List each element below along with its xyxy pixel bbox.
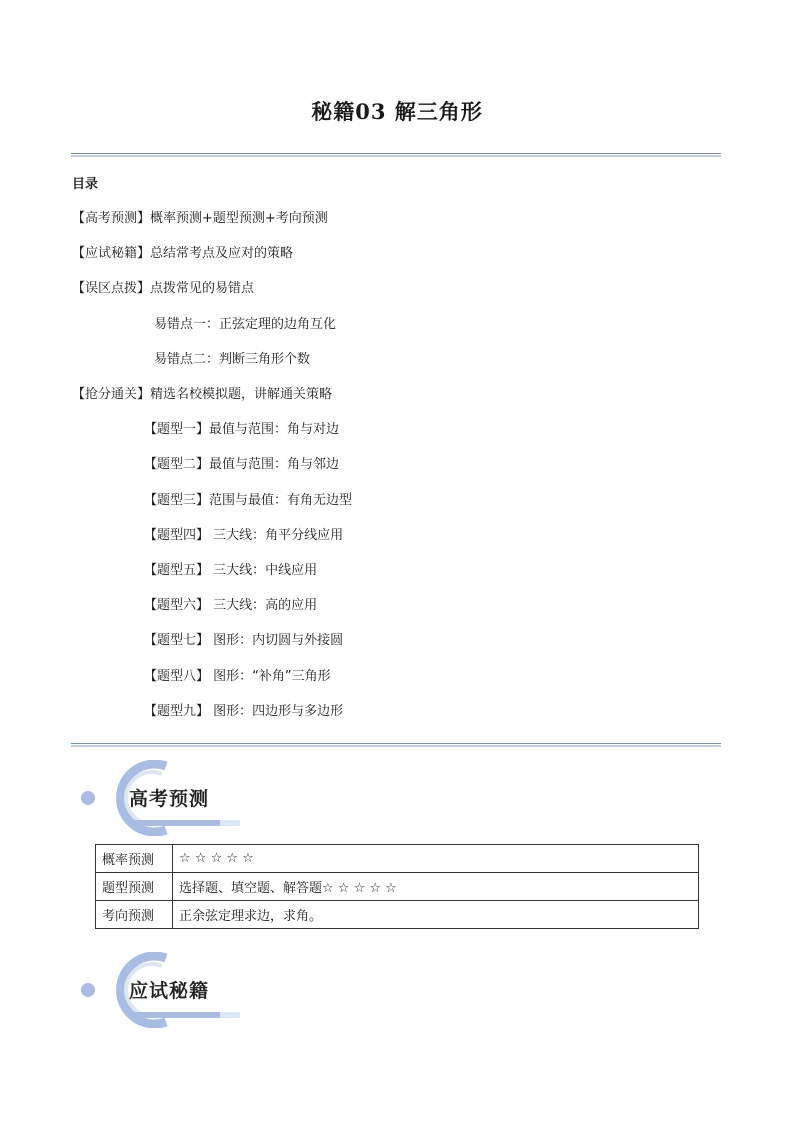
prediction-table <box>95 844 699 929</box>
toc-entry[interactable]: 【误区点拨】点拨常见的易错点 <box>72 281 255 296</box>
table-row-value: ☆ ☆ ☆ ☆ ☆ <box>173 845 699 873</box>
toc-entry[interactable]: 【题型六】 三大线：高的应用 <box>144 598 318 613</box>
table-row <box>96 873 699 901</box>
toc-entry[interactable]: 【抢分通关】精选名校模拟题，讲解通关策略 <box>72 387 333 402</box>
toc-entry[interactable]: 【题型五】 三大线：中线应用 <box>144 563 318 578</box>
section-title-prediction: 高考预测 <box>129 788 210 810</box>
toc-entry[interactable]: 【应试秘籍】总结常考点及应对的策略 <box>72 246 294 261</box>
table-row-value: 正余弦定理求边，求角。 <box>173 901 699 929</box>
toc-entry[interactable]: 【题型七】 图形：内切圆与外接圆 <box>144 633 344 648</box>
toc-entry[interactable]: 【题型二】最值与范围：角与邻边 <box>144 457 340 472</box>
toc-entry[interactable]: 【题型九】 图形：四边形与多边形 <box>144 704 344 719</box>
toc-entry[interactable]: 【题型三】范围与最值：有角无边型 <box>144 493 353 508</box>
table-row <box>96 901 699 929</box>
section-title-strategy: 应试秘籍 <box>129 980 210 1002</box>
table-row-key: 题型预测 <box>96 873 173 901</box>
top-divider <box>71 153 721 158</box>
toc-entry[interactable]: 【题型一】最值与范围：角与对边 <box>144 422 340 437</box>
section-header-prediction <box>70 760 270 836</box>
toc-bottom-divider <box>71 743 721 748</box>
table-row-key: 考向预测 <box>96 901 173 929</box>
section-header-strategy <box>70 952 270 1028</box>
page-title: 秘籍03 解三角形 <box>311 99 483 124</box>
toc-entry[interactable]: 【题型四】 三大线：角平分线应用 <box>144 528 344 543</box>
toc-entry[interactable]: 易错点二：判断三角形个数 <box>154 352 311 367</box>
table-row-value: 选择题、填空题、解答题☆ ☆ ☆ ☆ ☆ <box>173 873 699 901</box>
table-row-key: 概率预测 <box>96 845 173 873</box>
toc-heading: 目录 <box>72 177 99 192</box>
toc-entry[interactable]: 【题型八】 图形：“补角”三角形 <box>144 669 331 684</box>
toc-entry[interactable]: 易错点一：正弦定理的边角互化 <box>154 317 337 332</box>
table-row <box>96 845 699 873</box>
toc-entry[interactable]: 【高考预测】概率预测+题型预测+考向预测 <box>72 211 328 226</box>
